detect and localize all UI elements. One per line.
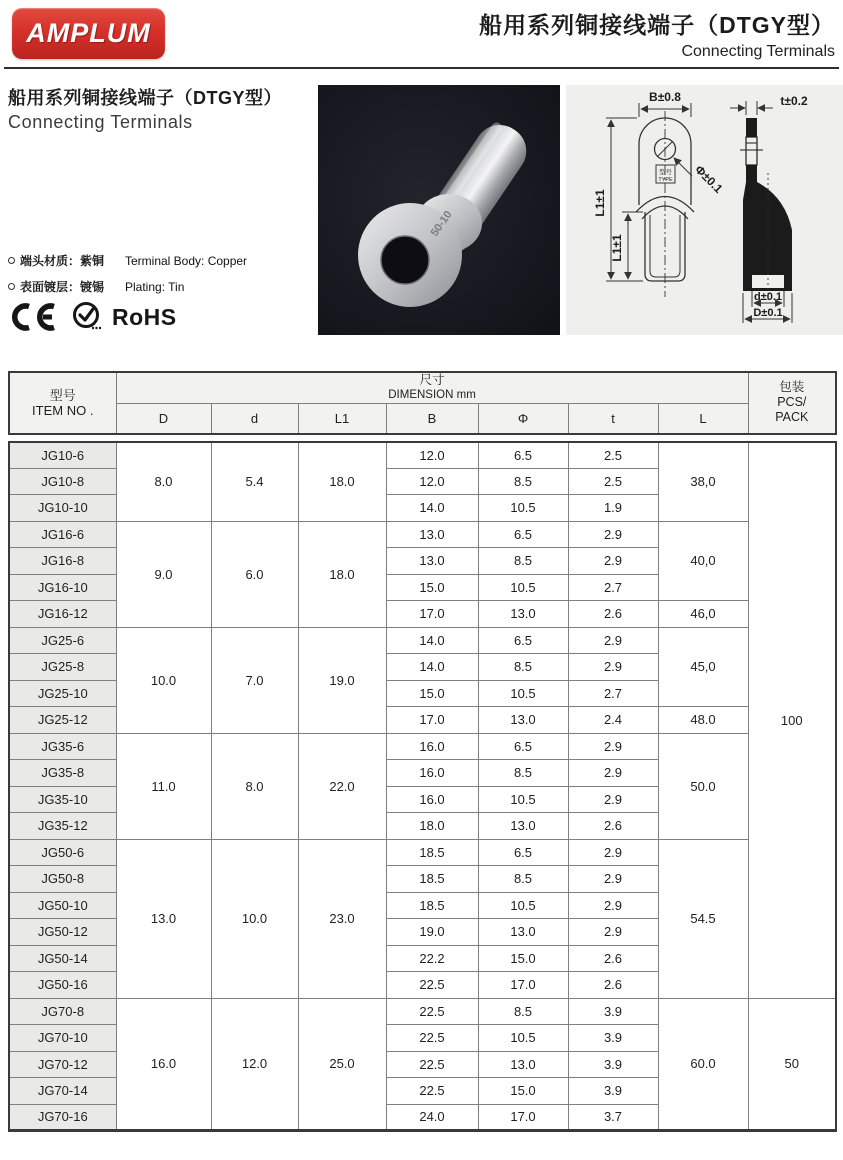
spec-plating-en: Plating: Tin bbox=[125, 280, 185, 294]
spec-material-cn: 端头材质：紫铜 bbox=[20, 254, 105, 268]
item-no-cell: JG10-6 bbox=[9, 442, 116, 469]
product-photo bbox=[318, 85, 560, 335]
dim-t-cell: 2.9 bbox=[568, 919, 658, 946]
table-row bbox=[9, 998, 836, 1025]
item-no-cell: JG70-12 bbox=[9, 1051, 116, 1078]
dim-t-cell: 2.9 bbox=[568, 521, 658, 548]
spec-plating-cn: 表面镀层：镀锡 bbox=[20, 280, 105, 294]
dim-phi-cell: 8.5 bbox=[478, 760, 568, 787]
item-no-cell: JG10-10 bbox=[9, 495, 116, 522]
item-no-cell: JG10-8 bbox=[9, 468, 116, 495]
dim-B-cell: 19.0 bbox=[386, 919, 478, 946]
dim-L1-cell: 25.0 bbox=[298, 998, 386, 1131]
dim-phi-cell: 10.5 bbox=[478, 574, 568, 601]
product-title-en: Connecting Terminals bbox=[8, 112, 193, 132]
dim-phi-cell: 17.0 bbox=[478, 1104, 568, 1131]
item-no-cell: JG70-10 bbox=[9, 1025, 116, 1052]
dim-D-cell: 11.0 bbox=[116, 733, 211, 839]
spec-row-plating bbox=[8, 278, 310, 295]
table-row bbox=[9, 839, 836, 866]
dim-phi-cell: 6.5 bbox=[478, 839, 568, 866]
side-view-outline bbox=[740, 118, 792, 301]
col-header-φ: Φ bbox=[478, 404, 568, 434]
dim-t-cell: 2.6 bbox=[568, 813, 658, 840]
ce-mark-icon bbox=[8, 302, 60, 332]
item-no-cell: JG50-10 bbox=[9, 892, 116, 919]
table-row bbox=[9, 442, 836, 469]
dim-phi-cell: 13.0 bbox=[478, 919, 568, 946]
col-header-d: d bbox=[211, 404, 298, 434]
dim-phi-cell: 13.0 bbox=[478, 707, 568, 734]
item-no-cell: JG16-12 bbox=[9, 601, 116, 628]
dim-D-cell: 10.0 bbox=[116, 627, 211, 733]
item-no-cell: JG16-10 bbox=[9, 574, 116, 601]
dim-B-cell: 17.0 bbox=[386, 707, 478, 734]
col-header-b: B bbox=[386, 404, 478, 434]
brand-logo-text: AMPLUM bbox=[26, 18, 151, 48]
dim-B-cell: 18.0 bbox=[386, 813, 478, 840]
dim-L1-cell: 22.0 bbox=[298, 733, 386, 839]
dim-B-cell: 22.5 bbox=[386, 1078, 478, 1105]
dim-phi-cell: 6.5 bbox=[478, 627, 568, 654]
item-no-cell: JG70-14 bbox=[9, 1078, 116, 1105]
dim-L-cell: 50.0 bbox=[658, 733, 748, 839]
col-header-pack: 包装 PCS/ PACK bbox=[748, 372, 836, 434]
dim-d-big-label: D±0.1 bbox=[753, 307, 783, 319]
page-title-cn: 船用系列铜接线端子（DTGY型） bbox=[479, 12, 835, 38]
dim-t-cell: 2.9 bbox=[568, 733, 658, 760]
dim-B-cell: 17.0 bbox=[386, 601, 478, 628]
dim-d-cell: 7.0 bbox=[211, 627, 298, 733]
col-header-l1: L1 bbox=[298, 404, 386, 434]
dim-t-cell: 3.9 bbox=[568, 1025, 658, 1052]
dim-B-cell: 16.0 bbox=[386, 733, 478, 760]
spec-list bbox=[8, 252, 310, 304]
dim-phi-cell: 8.5 bbox=[478, 654, 568, 681]
spec-table-body bbox=[8, 441, 837, 1133]
dim-t-cell: 2.9 bbox=[568, 839, 658, 866]
dim-t-cell: 2.6 bbox=[568, 945, 658, 972]
dim-B-cell: 14.0 bbox=[386, 654, 478, 681]
cqc-mark-icon bbox=[69, 300, 103, 334]
table-row bbox=[9, 733, 836, 760]
dim-L-cell: 60.0 bbox=[658, 998, 748, 1131]
dim-B-cell: 15.0 bbox=[386, 680, 478, 707]
dim-t-cell: 3.7 bbox=[568, 1104, 658, 1131]
item-no-cell: JG35-10 bbox=[9, 786, 116, 813]
dim-phi-cell: 6.5 bbox=[478, 442, 568, 469]
page-title-en: Connecting Terminals bbox=[681, 43, 835, 60]
col-header-t: t bbox=[568, 404, 658, 434]
dim-L1-cell: 18.0 bbox=[298, 521, 386, 627]
terminal-marking: 50-10 bbox=[428, 208, 455, 239]
item-no-cell: JG50-16 bbox=[9, 972, 116, 999]
dim-B-cell: 15.0 bbox=[386, 574, 478, 601]
dim-t-label: t±0.2 bbox=[780, 94, 808, 108]
bullet-icon bbox=[8, 283, 15, 290]
dim-l1-inner-label: L1±1 bbox=[610, 234, 624, 262]
dim-t-cell: 2.9 bbox=[568, 627, 658, 654]
dim-t-cell: 2.9 bbox=[568, 866, 658, 893]
dim-phi-cell: 13.0 bbox=[478, 601, 568, 628]
dim-phi-cell: 8.5 bbox=[478, 468, 568, 495]
brand-logo bbox=[12, 8, 165, 59]
dim-B-cell: 18.5 bbox=[386, 892, 478, 919]
dim-phi-cell: 10.5 bbox=[478, 892, 568, 919]
dim-t-cell: 2.5 bbox=[568, 442, 658, 469]
item-no-cell: JG16-8 bbox=[9, 548, 116, 575]
item-no-cell: JG35-8 bbox=[9, 760, 116, 787]
dim-phi-cell: 15.0 bbox=[478, 945, 568, 972]
item-no-cell: JG35-12 bbox=[9, 813, 116, 840]
product-title-cn: 船用系列铜接线端子（DTGY型） bbox=[8, 88, 282, 108]
col-header-dimension: 尺寸 DIMENSION mm bbox=[116, 372, 748, 404]
dim-B-cell: 16.0 bbox=[386, 760, 478, 787]
dim-phi-cell: 13.0 bbox=[478, 813, 568, 840]
dim-phi-cell: 10.5 bbox=[478, 495, 568, 522]
dim-t-cell: 2.9 bbox=[568, 654, 658, 681]
dim-phi-cell: 8.5 bbox=[478, 548, 568, 575]
dim-phi-cell: 6.5 bbox=[478, 733, 568, 760]
dim-phi-cell: 17.0 bbox=[478, 972, 568, 999]
dim-D-cell: 13.0 bbox=[116, 839, 211, 998]
dim-t-cell: 2.9 bbox=[568, 786, 658, 813]
dim-L-cell: 54.5 bbox=[658, 839, 748, 998]
item-no-cell: JG16-6 bbox=[9, 521, 116, 548]
dim-phi-cell: 8.5 bbox=[478, 866, 568, 893]
dim-t-cell: 2.6 bbox=[568, 972, 658, 999]
dim-B-cell: 16.0 bbox=[386, 786, 478, 813]
dim-D-cell: 8.0 bbox=[116, 442, 211, 522]
col-header-d: D bbox=[116, 404, 211, 434]
type-box-en: TYPE bbox=[658, 177, 673, 183]
item-no-cell: JG25-10 bbox=[9, 680, 116, 707]
dim-B-cell: 22.2 bbox=[386, 945, 478, 972]
item-no-cell: JG70-16 bbox=[9, 1104, 116, 1131]
dim-d-cell: 12.0 bbox=[211, 998, 298, 1131]
technical-drawing-panel bbox=[566, 85, 843, 335]
dim-phi-cell: 8.5 bbox=[478, 998, 568, 1025]
dim-t-cell: 2.7 bbox=[568, 680, 658, 707]
dim-B-cell: 22.5 bbox=[386, 972, 478, 999]
col-header-item-no: 型号 ITEM NO . bbox=[9, 372, 116, 434]
certification-row bbox=[8, 300, 177, 334]
dim-t-cell: 3.9 bbox=[568, 998, 658, 1025]
dim-D-cell: 9.0 bbox=[116, 521, 211, 627]
dim-phi-cell: 13.0 bbox=[478, 1051, 568, 1078]
dim-L-cell: 48.0 bbox=[658, 707, 748, 734]
dim-L1-cell: 19.0 bbox=[298, 627, 386, 733]
spec-table-header bbox=[8, 371, 837, 435]
dimension-subheader-row bbox=[9, 404, 836, 434]
dim-phi-cell: 15.0 bbox=[478, 1078, 568, 1105]
dim-B-cell: 13.0 bbox=[386, 521, 478, 548]
pack-cell: 100 bbox=[748, 442, 836, 999]
dim-t-cell: 2.6 bbox=[568, 601, 658, 628]
dim-L-cell: 40,0 bbox=[658, 521, 748, 601]
dim-B-cell: 24.0 bbox=[386, 1104, 478, 1131]
spec-row-material bbox=[8, 252, 310, 269]
dim-t-cell: 2.9 bbox=[568, 892, 658, 919]
dim-d-cell: 5.4 bbox=[211, 442, 298, 522]
dim-l1-outer-label: L1±1 bbox=[593, 189, 607, 217]
dim-t-cell: 3.9 bbox=[568, 1051, 658, 1078]
rohs-label: RoHS bbox=[112, 303, 177, 330]
col-header-l: L bbox=[658, 404, 748, 434]
dim-phi-cell: 10.5 bbox=[478, 786, 568, 813]
dim-t-cell: 2.9 bbox=[568, 760, 658, 787]
dim-B-cell: 14.0 bbox=[386, 627, 478, 654]
item-no-cell: JG35-6 bbox=[9, 733, 116, 760]
spec-table-section bbox=[8, 371, 835, 1132]
item-no-cell: JG50-8 bbox=[9, 866, 116, 893]
dim-L1-cell: 23.0 bbox=[298, 839, 386, 998]
dim-phi-cell: 6.5 bbox=[478, 521, 568, 548]
item-no-cell: JG70-8 bbox=[9, 998, 116, 1025]
dim-L-cell: 45,0 bbox=[658, 627, 748, 707]
dim-L1-cell: 18.0 bbox=[298, 442, 386, 522]
dim-B-cell: 12.0 bbox=[386, 468, 478, 495]
dim-B-cell: 22.5 bbox=[386, 1025, 478, 1052]
dim-D-cell: 16.0 bbox=[116, 998, 211, 1131]
dim-t-cell: 2.7 bbox=[568, 574, 658, 601]
terminal-photo-illustration bbox=[318, 85, 560, 335]
dim-d-cell: 10.0 bbox=[211, 839, 298, 998]
dim-t-cell: 1.9 bbox=[568, 495, 658, 522]
dim-d-cell: 8.0 bbox=[211, 733, 298, 839]
pack-cell: 50 bbox=[748, 998, 836, 1131]
dim-B-cell: 22.5 bbox=[386, 998, 478, 1025]
dim-B-cell: 22.5 bbox=[386, 1051, 478, 1078]
spec-material-en: Terminal Body: Copper bbox=[125, 254, 248, 268]
dim-B-cell: 14.0 bbox=[386, 495, 478, 522]
dim-t-cell: 2.4 bbox=[568, 707, 658, 734]
dim-phi-label: Φ±0.1 bbox=[692, 162, 726, 196]
dim-B-cell: 13.0 bbox=[386, 548, 478, 575]
page-title-block bbox=[479, 7, 835, 61]
dim-L-cell: 38,0 bbox=[658, 442, 748, 522]
dim-d-cell: 6.0 bbox=[211, 521, 298, 627]
dim-B-cell: 12.0 bbox=[386, 442, 478, 469]
item-no-cell: JG50-12 bbox=[9, 919, 116, 946]
dim-t-cell: 2.9 bbox=[568, 548, 658, 575]
dim-t-cell: 3.9 bbox=[568, 1078, 658, 1105]
dim-phi-cell: 10.5 bbox=[478, 680, 568, 707]
dim-B-cell: 18.5 bbox=[386, 839, 478, 866]
type-box-cn: 型号 bbox=[659, 169, 672, 176]
product-title-block bbox=[8, 84, 310, 133]
item-no-cell: JG50-14 bbox=[9, 945, 116, 972]
table-row bbox=[9, 627, 836, 654]
bullet-icon bbox=[8, 257, 15, 264]
dim-phi-cell: 10.5 bbox=[478, 1025, 568, 1052]
item-no-cell: JG25-12 bbox=[9, 707, 116, 734]
dim-b-label: B±0.8 bbox=[649, 90, 681, 104]
technical-drawing bbox=[566, 85, 843, 335]
item-no-cell: JG25-6 bbox=[9, 627, 116, 654]
item-no-cell: JG25-8 bbox=[9, 654, 116, 681]
dim-L-cell: 46,0 bbox=[658, 601, 748, 628]
dim-t-cell: 2.5 bbox=[568, 468, 658, 495]
dim-B-cell: 18.5 bbox=[386, 866, 478, 893]
item-no-cell: JG50-6 bbox=[9, 839, 116, 866]
dim-d-small-label: d±0.1 bbox=[753, 291, 783, 303]
table-row bbox=[9, 521, 836, 548]
header-divider bbox=[4, 67, 839, 69]
